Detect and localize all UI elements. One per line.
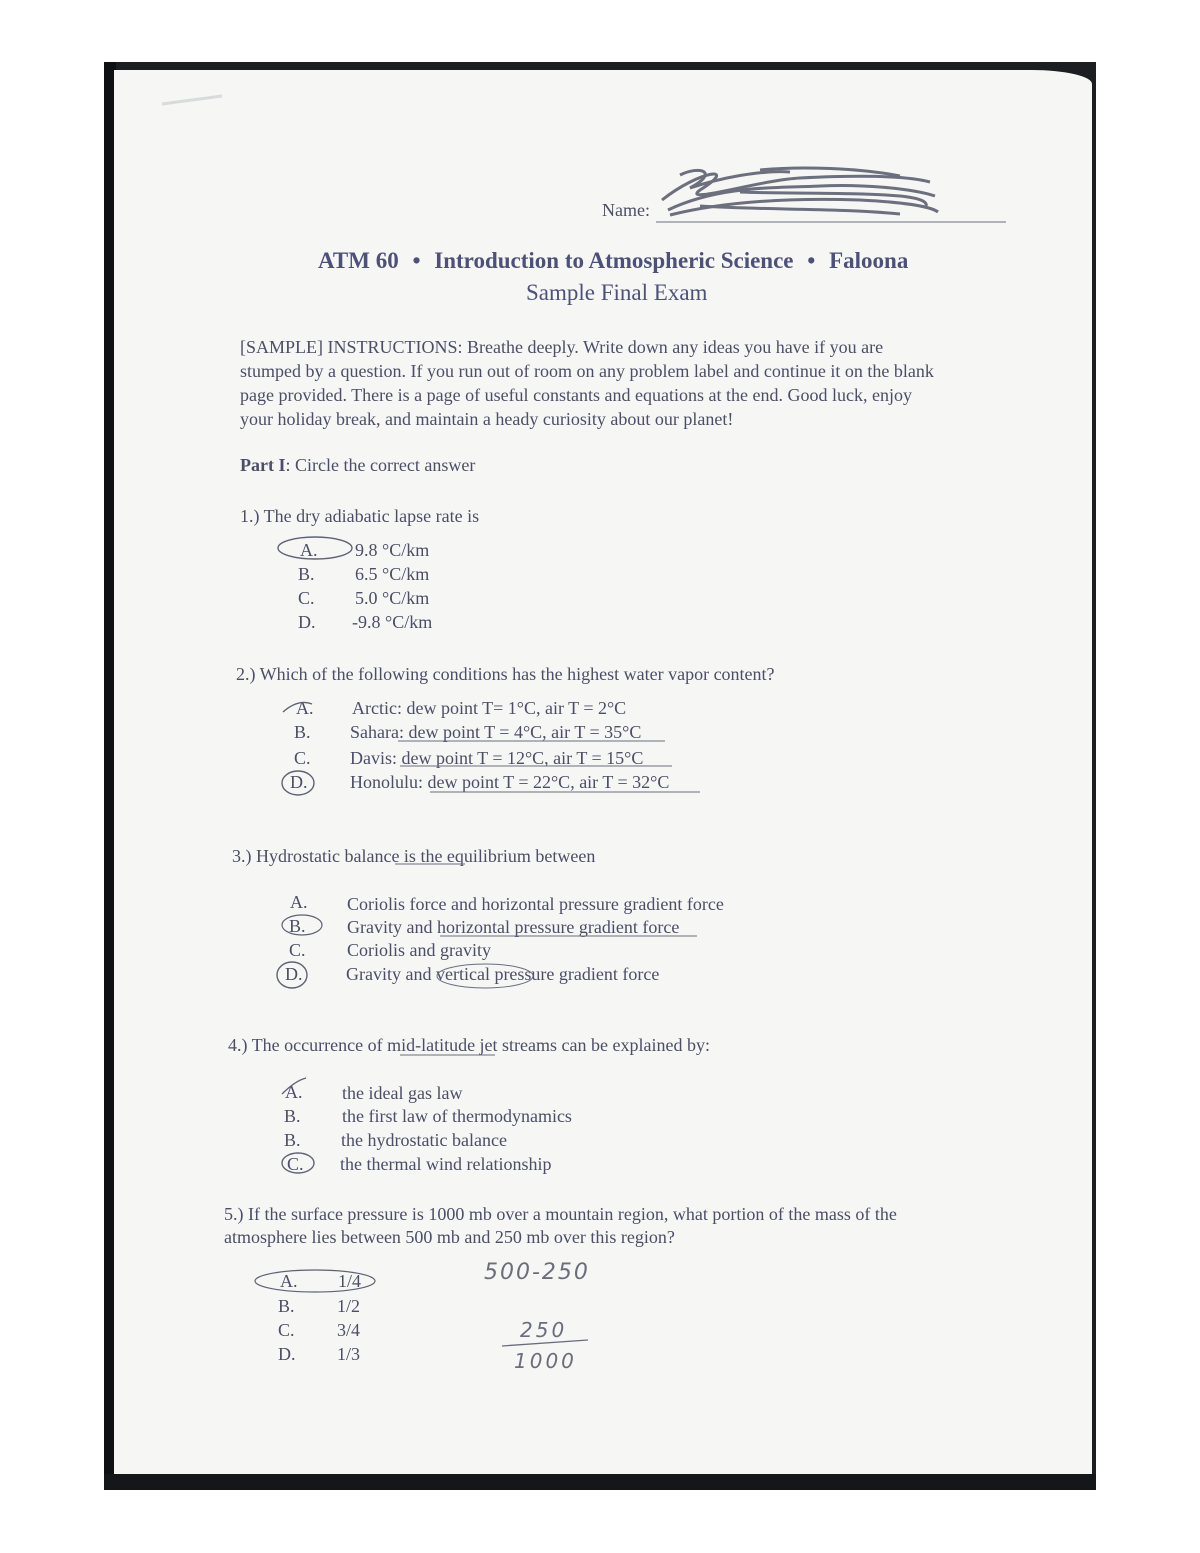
- q5-option-a-letter: A.: [280, 1271, 298, 1291]
- handwritten-numerator: 250: [520, 1318, 568, 1342]
- instructor-name: Faloona: [829, 248, 909, 273]
- q1-option-c-letter: C.: [298, 588, 315, 608]
- q3-option-b-text: Gravity and horizontal pressure gradient force: [347, 917, 680, 937]
- title-separator: •: [807, 248, 816, 273]
- q4-option-c-text: the hydrostatic balance: [341, 1130, 507, 1150]
- q5-option-b-text: 1/2: [337, 1296, 361, 1316]
- instructions-line: stumped by a question. If you run out of room on any problem label and continue it on the blank: [240, 361, 934, 381]
- q5-option-d-text: 1/3: [337, 1344, 361, 1364]
- q1-option-c-text: 5.0 °C/km: [355, 588, 430, 608]
- question-5-prompt: 5.) If the surface pressure is 1000 mb over a mountain region, what portion of the mass of the: [224, 1204, 897, 1224]
- q2-option-c-text: Davis: dew point T = 12°C, air T = 15°C: [350, 748, 644, 768]
- part-label: Part I: [240, 455, 286, 475]
- q3-option-d-text: Gravity and vertical pressure gradient force: [346, 964, 660, 984]
- q2-option-c-letter: C.: [294, 748, 311, 768]
- course-code: ATM 60: [318, 248, 399, 273]
- question-5-prompt-continued: atmosphere lies between 500 mb and 250 mb over this region?: [224, 1227, 675, 1247]
- name-label: Name:: [602, 200, 650, 220]
- part-heading: [240, 455, 475, 476]
- q3-option-c-text: Coriolis and gravity: [347, 940, 491, 960]
- handwritten-work: 500-250: [484, 1260, 590, 1285]
- scanner-bottom-edge: [104, 1474, 1096, 1490]
- part-instruction: : Circle the correct answer: [285, 455, 476, 475]
- q2-option-a-letter: A.: [296, 698, 314, 718]
- course-title: Introduction to Atmospheric Science: [434, 248, 794, 273]
- q2-option-d-letter: D.: [290, 772, 308, 792]
- instructions-line: your holiday break, and maintain a heady curiosity about our planet!: [240, 409, 734, 429]
- q3-option-c-letter: C.: [289, 940, 306, 960]
- handwritten-denominator: 1000: [514, 1349, 577, 1373]
- q5-option-c-letter: C.: [278, 1320, 295, 1340]
- q3-option-a-letter: A.: [290, 892, 308, 912]
- q2-option-d-text: Honolulu: dew point T = 22°C, air T = 32°C: [350, 772, 670, 792]
- page-subtitle: Sample Final Exam: [526, 280, 708, 305]
- question-3-prompt: 3.) Hydrostatic balance is the equilibrium between: [232, 846, 596, 866]
- q5-option-d-letter: D.: [278, 1344, 296, 1364]
- q3-option-d-letter: D.: [285, 964, 303, 984]
- q4-option-d-letter: C.: [287, 1154, 304, 1174]
- q5-option-c-text: 3/4: [337, 1320, 361, 1340]
- q4-option-b-letter: B.: [284, 1106, 301, 1126]
- question-1-prompt: 1.) The dry adiabatic lapse rate is: [240, 506, 480, 526]
- page-title: [318, 248, 908, 274]
- q2-option-b-letter: B.: [294, 722, 311, 742]
- q3-option-b-letter: B.: [289, 916, 306, 936]
- q2-option-a-text: Arctic: dew point T= 1°C, air T = 2°C: [352, 698, 627, 718]
- q1-option-d-text: -9.8 °C/km: [352, 612, 433, 632]
- instructions-line: page provided. There is a page of useful constants and equations at the end. Good luck, enjoy: [240, 385, 912, 405]
- q4-option-a-letter: A.: [285, 1082, 303, 1102]
- title-separator: •: [412, 248, 421, 273]
- q1-option-d-letter: D.: [298, 612, 316, 632]
- q1-option-a-text: 9.8 °C/km: [355, 540, 430, 560]
- question-2-prompt: 2.) Which of the following conditions has the highest water vapor content?: [236, 664, 775, 684]
- q4-option-a-text: the ideal gas law: [342, 1083, 463, 1103]
- question-4-prompt: 4.) The occurrence of mid-latitude jet streams can be explained by:: [228, 1035, 710, 1055]
- q1-option-a-letter: A.: [300, 540, 318, 560]
- instructions-line: [SAMPLE] INSTRUCTIONS: Breathe deeply. Write down any ideas you have if you are: [240, 337, 884, 357]
- q1-option-b-letter: B.: [298, 564, 315, 584]
- q5-option-b-letter: B.: [278, 1296, 295, 1316]
- q4-option-b-text: the first law of thermodynamics: [342, 1106, 572, 1126]
- q4-option-c-letter: B.: [284, 1130, 301, 1150]
- q2-option-b-text: Sahara: dew point T = 4°C, air T = 35°C: [350, 722, 642, 742]
- q1-option-b-text: 6.5 °C/km: [355, 564, 430, 584]
- q5-option-a-text: 1/4: [338, 1271, 362, 1291]
- q3-option-a-text: Coriolis force and horizontal pressure gradient force: [347, 894, 724, 914]
- q4-option-d-text: the thermal wind relationship: [340, 1154, 552, 1174]
